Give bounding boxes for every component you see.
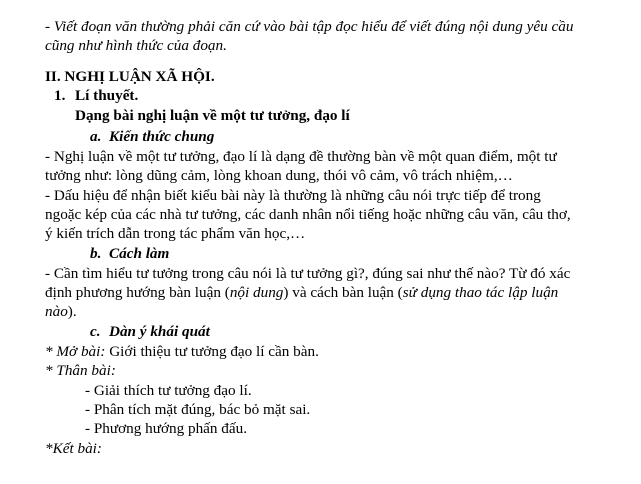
mo-bai-label: * Mở bài: bbox=[45, 343, 106, 360]
part-a-marker: a. bbox=[90, 128, 102, 145]
mo-bai-text: Giới thiệu tư tưởng đạo lí cần bàn. bbox=[105, 343, 319, 360]
part-c-marker: c. bbox=[90, 323, 101, 340]
part-a-title: Kiến thức chung bbox=[109, 128, 215, 145]
part-a-line-2: tưởng như: lòng dũng cảm, lòng khoan dung, thói vô cảm, vô trách nhiệm,… bbox=[45, 167, 513, 184]
subsection-number: 1. bbox=[54, 87, 66, 104]
topic-heading: Dạng bài nghị luận về một tư tưởng, đạo lí bbox=[75, 107, 350, 124]
intro-line-1: - Viết đoạn văn thường phải căn cứ vào bài tập đọc hiểu để viết đúng nội dung yêu cầu bbox=[45, 18, 574, 35]
part-c-title: Dàn ý khái quát bbox=[109, 323, 210, 340]
part-b-title: Cách làm bbox=[109, 245, 170, 262]
part-b-line-1: - Cần tìm hiểu tư tưởng trong câu nói là tư tưởng gì?, đúng sai như thế nào? Từ đó xác bbox=[45, 265, 571, 282]
than-bai-item-3: - Phương hướng phấn đấu. bbox=[85, 420, 248, 437]
subsection-title: Lí thuyết. bbox=[75, 87, 139, 104]
than-bai-label: * Thân bài: bbox=[45, 362, 116, 379]
part-a-line-4: ngoặc kép của các nhà tư tưởng, các danh nhân nổi tiếng hoặc những câu văn, câu thơ, bbox=[45, 206, 571, 223]
part-b-method-term: sử dụng thao tác lập luận bbox=[402, 284, 559, 301]
part-a-line-5: ý kiến trích dẫn trong tác phẩm văn học,… bbox=[45, 225, 306, 242]
mo-bai-line bbox=[45, 342, 319, 361]
intro-line-2: cũng như hình thức của đoạn. bbox=[45, 37, 227, 54]
part-b-line-3 bbox=[45, 302, 77, 321]
part-b-method-term-end: nào bbox=[45, 303, 68, 320]
than-bai-item-2: - Phân tích mặt đúng, bác bỏ mặt sai. bbox=[85, 401, 311, 418]
part-b-line-2 bbox=[45, 283, 558, 302]
part-a-line-3: - Dấu hiệu để nhận biết kiểu bài này là thường là những câu nói trực tiếp để trong bbox=[45, 187, 541, 204]
ket-bai-label: *Kết bài: bbox=[45, 440, 102, 457]
part-b-marker: b. bbox=[90, 245, 102, 262]
section-heading: II. NGHỊ LUẬN XÃ HỘI. bbox=[45, 68, 215, 85]
part-b-line-2-text-2: ) và cách bàn luận ( bbox=[283, 284, 403, 301]
than-bai-item-1: - Giải thích tư tưởng đạo lí. bbox=[85, 382, 252, 399]
part-a-line-1: - Nghị luận về một tư tưởng, đạo lí là dạng đề thường bàn về một quan điểm, một tư bbox=[45, 148, 557, 165]
part-b-line-2-text-1: định phương hướng bàn luận ( bbox=[45, 284, 230, 301]
part-b-line-3-close: ). bbox=[67, 303, 77, 320]
part-b-content-term: nội dung bbox=[229, 284, 284, 301]
